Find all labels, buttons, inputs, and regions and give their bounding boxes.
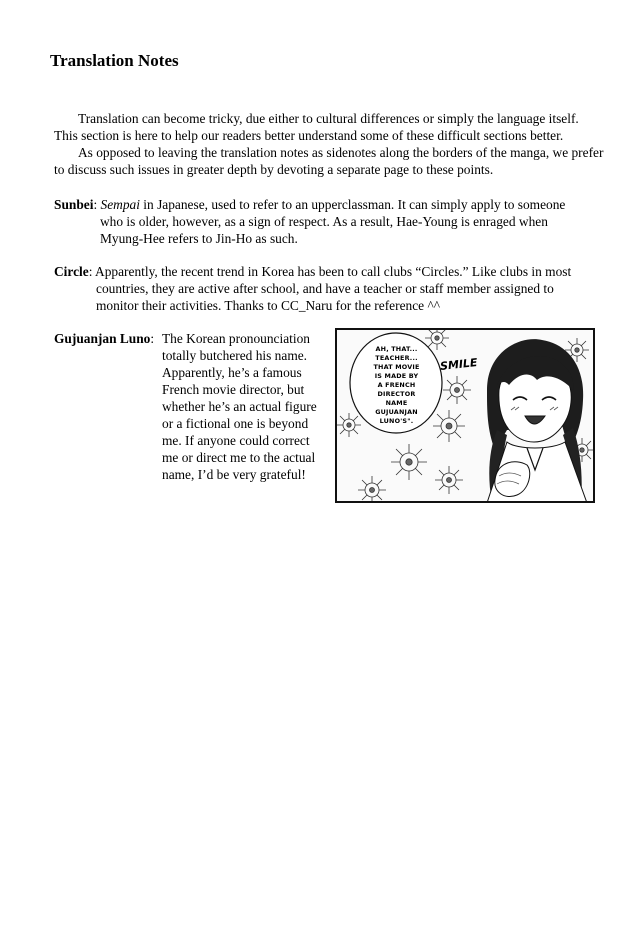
note-text: countries, they are active after school, and have a teacher or staff member assigned to (96, 281, 554, 296)
note-text: : Apparently, the recent trend in Korea has been to call clubs “Circles.” Like clubs in most (88, 264, 572, 279)
bubble-line: IS MADE BY (374, 372, 419, 380)
note-text-column (162, 330, 330, 483)
bubble-line: AH, THAT... (375, 345, 418, 353)
note-line: me or direct me to the actual (162, 450, 316, 465)
note-line: French movie director, but (162, 382, 305, 397)
note-line: or a fictional one is beyond (162, 416, 309, 431)
note-line: totally butchered his name. (162, 348, 308, 363)
intro-line: This section is here to help our readers better understand some of these difficult sections better. (54, 128, 564, 143)
character-illustration (487, 339, 587, 503)
sound-effect-text: SMILE (439, 356, 479, 373)
note-line: The Korean pronounciation (162, 331, 310, 346)
intro-section (54, 110, 614, 178)
bubble-line: NAME (385, 399, 408, 407)
manga-panel (335, 328, 595, 503)
note-text: Myung-Hee refers to Jin-Ho as such. (100, 231, 298, 246)
note-circle (54, 263, 614, 314)
note-line: name, I’d be very grateful! (162, 467, 306, 482)
note-term: Gujuanjan Luno (54, 331, 151, 346)
bubble-line: A FRENCH (377, 381, 416, 389)
bubble-line: THAT MOVIE (373, 363, 420, 371)
note-line: Apparently, he’s a famous (162, 365, 302, 380)
note-sunbei: Sunbei: Sempai in Japanese, used to refer to an upperclassman. It can simply apply to someone who is older, however, as a sign of respect. As a result, Hae-Young is enraged when Myung-Hee refers to Jin-Ho as such. (54, 196, 614, 247)
note-line: me. If anyone could correct (162, 433, 310, 448)
intro-line: Translation can become tricky, due either to cultural differences or simply the language itself. (78, 111, 579, 126)
bubble-line: LUNO'S". (379, 417, 414, 425)
bubble-line: GUJUANJAN (375, 408, 418, 416)
note-italic-term: Sempai (100, 197, 140, 212)
note-line: whether he’s an actual figure (162, 399, 317, 414)
note-text: monitor their activities. Thanks to CC_Naru for the reference ^^ (96, 298, 441, 313)
note-term: Sunbei (54, 197, 94, 212)
note-text: in Japanese, used to refer to an upperclassman. It can simply apply to someone (139, 197, 566, 212)
note-term: Circle (54, 264, 89, 279)
bubble-line: TEACHER... (375, 354, 418, 362)
intro-line: As opposed to leaving the translation notes as sidenotes along the borders of the manga, we prefer to discuss such issues in greater depth by devoting a separate page to these points. (54, 145, 604, 177)
page-title: Translation Notes (50, 51, 179, 70)
note-text: who is older, however, as a sign of respect. As a result, Hae-Young is enraged when (100, 214, 548, 229)
bubble-line: DIRECTOR (377, 390, 416, 398)
speech-bubble-text (359, 345, 434, 426)
